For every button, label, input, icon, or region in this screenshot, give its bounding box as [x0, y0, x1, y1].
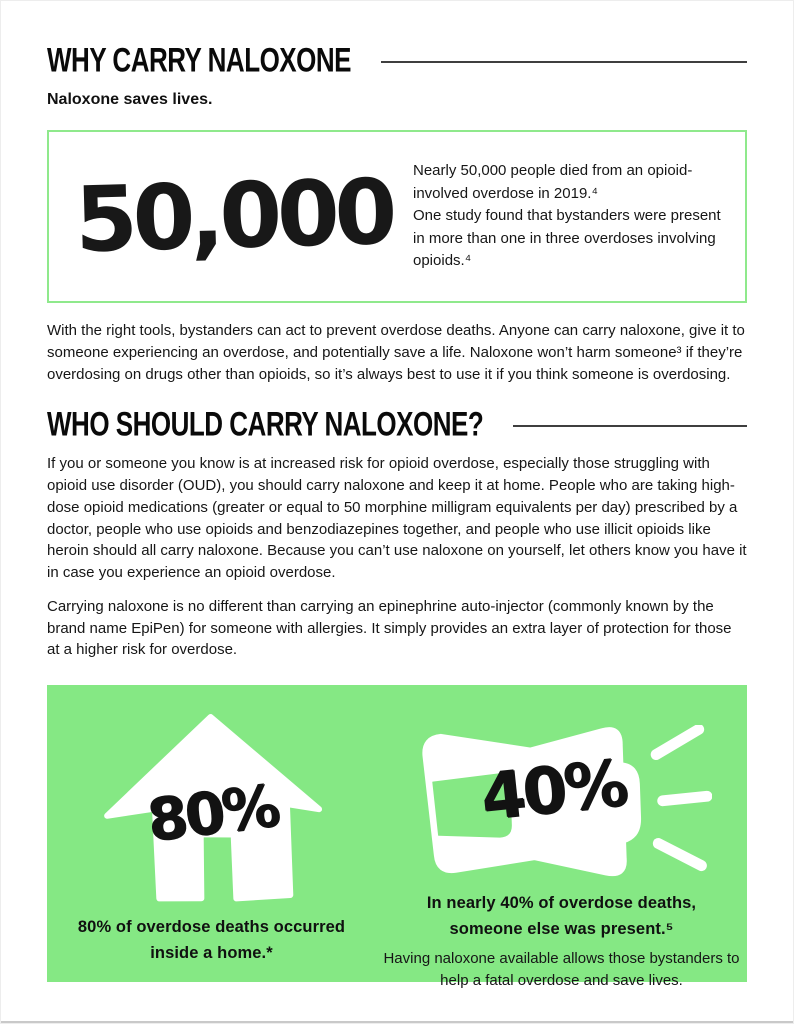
page-content [1, 1, 793, 989]
who-paragraph-1: If you or someone you know is at increased risk for opioid overdose, especially those struggling with opioid use disorder (OUD), you should carry naloxone and keep it at home. People who are taking high-dose opioid medications (greater or equal to 50 morphine milligram equivalents per day) prescribed by a doctor, people who use opioids and benzodiazepines together, and people who use illicit opioids like heroin should all carry naloxone. Because you can’t use naloxone on yourself, let others know you have it in case you experience an opioid overdose. [47, 455, 747, 581]
big-number-50000: 50,000 [73, 159, 394, 273]
why-paragraph: With the right tools, bystanders can act to prevent overdose deaths. Anyone can carry naloxone, give it to someone experiencing an overdose, and potentially save a life. Naloxone won’t harm someone³ if they’re overdosing on drugs other than opioids, so it’s always best to use it if you think someone is overdosing. [47, 322, 745, 383]
stat-home-column [47, 685, 376, 982]
bystander-stat-caption: In nearly 40% of overdose deaths, someone else was present.⁵ [426, 894, 697, 938]
stats-panel [47, 685, 747, 989]
stat-box-text [413, 160, 725, 273]
heading-rule [513, 425, 747, 427]
stat-box-line1: Nearly 50,000 people died from an opioid-involved overdose in 2019.⁴ [413, 162, 693, 202]
why-subtitle: Naloxone saves lives. [47, 91, 213, 108]
stat-box-50000 [47, 130, 747, 303]
who-paragraph-2: Carrying naloxone is no different than carrying an epinephrine auto-injector (commonly known by the brand name EpiPen) for someone with allergies. It simply provides an extra layer of protection for those at a higher risk for overdose. [47, 597, 732, 659]
stat-bystander-column [376, 685, 747, 989]
stat-box-line2: One study found that bystanders were present in more than one in three overdoses involving opioids.⁴ [413, 207, 721, 270]
home-stat-caption: 80% of overdose deaths occurred inside a home.* [77, 918, 346, 962]
section-heading-why [47, 40, 747, 80]
section-heading-who [47, 404, 747, 444]
megaphone-figure [412, 725, 712, 883]
megaphone-percent-label: 40% [476, 747, 629, 836]
house-figure [97, 713, 327, 905]
page-bottom-edge [1, 1021, 793, 1023]
why-title: WHY CARRY NALOXONE [47, 40, 351, 80]
house-percent-label: 80% [142, 771, 281, 855]
who-title: WHO SHOULD CARRY NALOXONE? [47, 404, 484, 444]
heading-rule [381, 61, 747, 63]
bystander-stat-subcaption: Having naloxone available allows those bystanders to help a fatal overdose and save lives. [383, 950, 740, 989]
